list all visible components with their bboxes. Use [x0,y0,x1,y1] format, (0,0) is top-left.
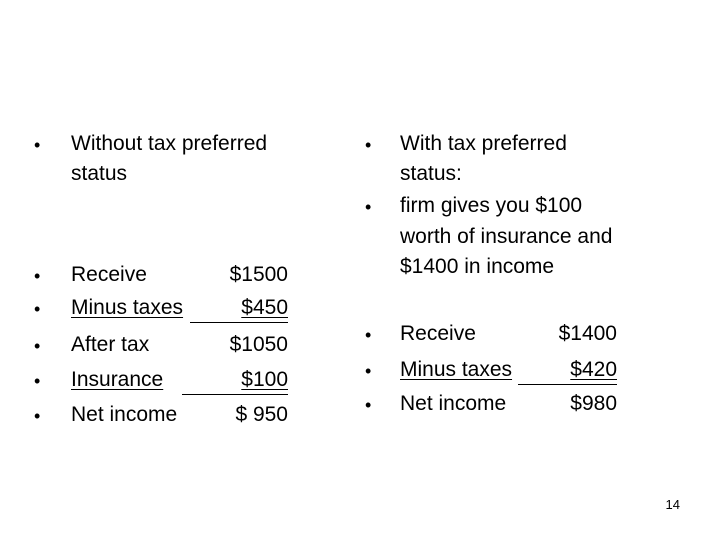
left-item-label: After tax [71,333,150,356]
left-item-amount: $1050 [229,333,288,356]
page-number: 14 [665,497,680,512]
right-detail-line1: firm gives you $100 [400,194,583,217]
right-item-amount: $1400 [558,322,617,345]
left-heading-line2: status [71,162,128,185]
right-heading-line2: status: [400,162,462,185]
right-heading-line1: With tax preferred [400,132,567,155]
bullet-icon: • [34,266,41,286]
bullet-icon: • [365,361,372,381]
left-item-label: Receive [71,263,147,286]
right-detail-line2: worth of insurance and [400,225,613,248]
underline-rule [518,384,617,385]
right-detail-line3: $1400 in income [400,255,555,278]
bullet-icon: • [34,299,41,319]
right-item-label: Net income [400,392,507,415]
bullet-icon: • [34,135,41,155]
bullet-icon: • [365,325,372,345]
left-item-amount: $450 [241,296,288,319]
bullet-icon: • [365,135,372,155]
bullet-icon: • [34,336,41,356]
left-item-amount: $ 950 [235,403,288,426]
left-item-label: Minus taxes [71,296,184,319]
bullet-icon: • [34,406,41,426]
left-item-amount: $1500 [229,263,288,286]
right-item-label: Receive [400,322,476,345]
underline-rule [190,322,288,323]
bullet-icon: • [365,395,372,415]
right-item-amount: $420 [570,358,617,381]
right-item-amount: $980 [570,392,617,415]
left-item-label: Net income [71,403,178,426]
left-item-label: Insurance [71,368,164,391]
left-item-amount: $100 [241,368,288,391]
bullet-icon: • [365,197,372,217]
underline-rule [182,394,288,395]
right-item-label: Minus taxes [400,358,513,381]
bullet-icon: • [34,371,41,391]
left-heading-line1: Without tax preferred [71,132,268,155]
